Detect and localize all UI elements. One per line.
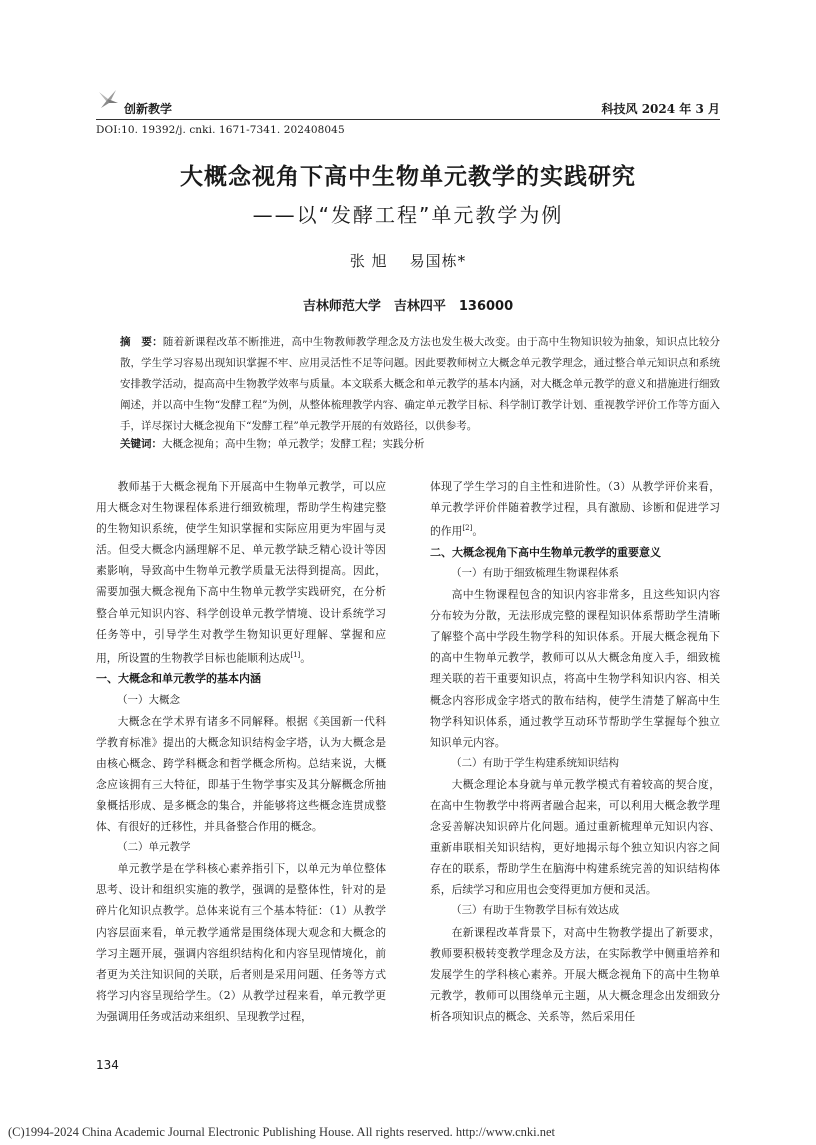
paragraph xyxy=(96,476,386,668)
doi: DOI:10. 19392/j. cnki. 1671-7341. 202408045 xyxy=(96,124,345,136)
journal-section: 创新教学 xyxy=(124,102,173,116)
journal-issue: 科技风 2024 年 3 月 xyxy=(601,102,720,116)
section-heading: 一、大概念和单元教学的基本内涵 xyxy=(96,672,261,686)
paragraph: 在新课程改革背景下，对高中生物教学提出了新要求，教师要积极转变教学理念及方法，在实际教学中侧重培养和发展学生的学科核心素养。开展大概念视角下的高中生物单元教学，教师可以围绕单元主题，从大概念理念出发细致分析各项知识点的概念、关系等，然后采用任 xyxy=(430,925,720,1023)
author: 易国栋* xyxy=(409,252,467,270)
keywords xyxy=(120,436,720,452)
affiliation: 吉林师范大学 吉林四平 136000 xyxy=(302,299,514,314)
body-column-left xyxy=(96,476,386,1027)
section-heading: 二、大概念视角下高中生物单元教学的重要意义 xyxy=(430,545,661,559)
paragraph xyxy=(430,476,720,542)
subsection-heading: （三）有助于生物教学目标有效达成 xyxy=(451,904,619,917)
citation: [1] xyxy=(290,650,301,659)
paper-subtitle: ——以“发酵工程”单元教学为例 xyxy=(252,203,564,227)
keywords-text: 大概念视角；高中生物；单元教学；发酵工程；实践分析 xyxy=(162,438,425,450)
paragraph: 大概念在学术界有诸多不同解释。根据《美国新一代科学教育标准》提出的大概念知识结构金字塔，认为大概念是由核心概念、跨学科概念和哲学概念所构。总结来说，大概念应该拥有三大特征，即基于生物学事实及其分解概念所抽象概括形成、是多概念的集合，并能够将这些概念连贯成整体、有很好的迁移性，并具备整合作用的概念。 xyxy=(96,714,386,834)
page-number: 134 xyxy=(96,1058,119,1072)
subsection-heading: （二）有助于学生构建系统知识结构 xyxy=(451,756,619,769)
paragraph-text: 教师基于大概念视角下开展高中生物单元教学，可以应用大概念对生物课程体系进行细致梳理，帮助学生构建完整的生物知识系统，使学生知识掌握和实际应用更为牢固与灵活。但受大概念内涵理解不足、单元教学缺乏精心设计等因素影响，导致高中生物单元教学质量无法得到提高。因此，需要加强大概念视角下高中生物单元教学实践研究，在分析整合单元知识内容、科学创设单元教学情境、设计系统学习任务等中，引导学生对教学生物知识更好理解、掌握和应用，所设置的生物教学目标也能顺利达成 xyxy=(96,480,386,665)
abstract-label: 摘 要： xyxy=(120,336,163,348)
journal-logo-icon xyxy=(96,87,120,111)
paragraph: 单元教学是在学科核心素养指引下，以单元为单位整体思考、设计和组织实施的教学，强调的是整体性，针对的是碎片化知识点教学。总体来说有三个基本特征：（1）从教学内容层面来看，单元教学通常是围绕体现大观念和大概念的学习主题开展，强调内容组织结构化和内容呈现情境化，前者更为关注知识间的关联，后者则是采用问题、任务等方式将学习内容呈现给学生。（2）从教学过程来看，单元教学更为强调用任务或活动来组织、呈现教学过程， xyxy=(96,862,386,1023)
paragraph-text: 。 xyxy=(300,651,312,665)
paper-title: 大概念视角下高中生物单元教学的实践研究 xyxy=(180,163,636,190)
citation: [2] xyxy=(462,524,473,533)
paragraph-text: 。 xyxy=(472,524,484,538)
abstract-text: 随着新课程改革不断推进，高中生物教师教学理念及方法也发生极大改变。由于高中生物知识较为抽象，知识点比较分散，学生学习容易出现知识掌握不牢、应用灵活性不足等问题。因此要教师树立大概念单元教学理念，通过整合单元知识点和系统安排教学活动，提高高中生物教学效率与质量。本文联系大概念和单元教学的基本内涵，对大概念单元教学的意义和措施进行细致阐述，并以高中生物“发酵工程”为例，从整体梳理教学内容、确定单元教学目标、科学制订教学计划、重视教学评价工作等方面入手，详尽探讨大概念视角下“发酵工程”单元教学开展的有效路径，以供参考。 xyxy=(120,336,720,432)
subsection-heading: （二）单元教学 xyxy=(117,841,191,854)
body-column-right xyxy=(430,476,720,1027)
paragraph: 大概念理论本身就与单元教学模式有着较高的契合度，在高中生物教学中将两者融合起来，可以利用大概念教学理念妥善解决知识碎片化问题。通过重新梳理单元知识内容、重新串联相关知识结构，更好地揭示每个独立知识内容之间存在的联系，帮助学生在脑海中构建系统完善的知识结构体系，后续学习和应用也会变得更加方便和灵活。 xyxy=(430,777,720,897)
paragraph-text: 体现了学生学习的自主性和进阶性。（3）从教学评价来看，单元教学评价伴随着教学过程，具有激励、诊断和促进学习的作用 xyxy=(430,480,720,538)
paragraph: 高中生物课程包含的知识内容非常多，且这些知识内容分布较为分散，无法形成完整的课程知识体系帮助学生清晰了解整个高中学段生物学科的知识体系。开展大概念视角下的高中生物单元教学，教师可以从大概念角度入手，细致梳理关联的若干重要知识点，将高中生物学科知识内容、相关概念内容形成金字塔式的散布结构，使学生清楚了解高中生物学科知识体系，通过教学互动环节帮助学生掌握每个独立知识单元内容。 xyxy=(430,588,720,749)
abstract xyxy=(120,332,720,437)
author: 张 旭 xyxy=(349,252,388,270)
authors xyxy=(96,250,720,271)
subsection-heading: （一）有助于细致梳理生物课程体系 xyxy=(451,566,619,579)
header-rule xyxy=(96,119,720,120)
keywords-label: 关键词： xyxy=(120,438,162,450)
copyright-notice: (C)1994-2024 China Academic Journal Electronic Publishing House. All rights reserved. http://www.cnki.net xyxy=(8,1125,556,1139)
subsection-heading: （一）大概念 xyxy=(117,693,180,706)
